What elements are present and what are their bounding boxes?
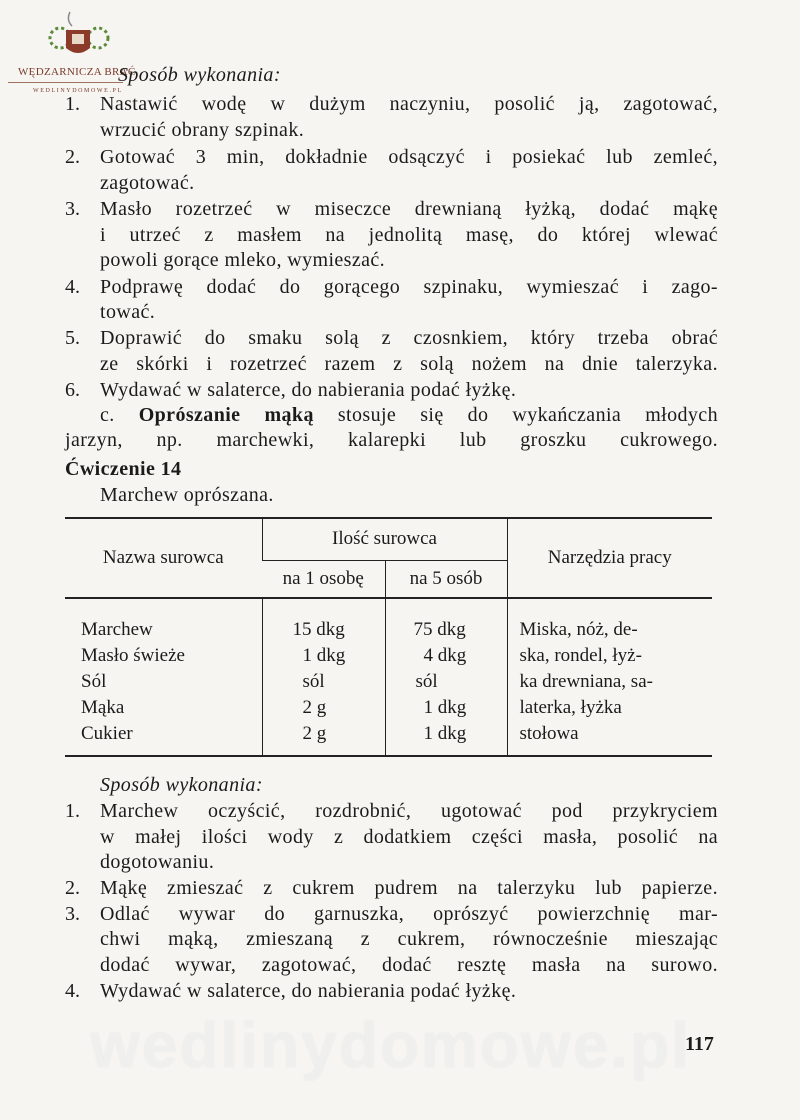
step-number: 1.	[65, 93, 80, 115]
tools-line: laterka, łyżka	[519, 697, 622, 718]
page-number: 117	[685, 1033, 714, 1055]
tools-line: ka drewniana, sa-	[519, 671, 653, 692]
logo-rule	[8, 82, 123, 83]
step-line: w małej ilości wody z dodatkiem części masła, posolić na	[100, 826, 718, 848]
step-number: 5.	[65, 327, 80, 349]
tools-line: Miska, nóż, de-	[519, 619, 638, 640]
logo-subtitle: WEDLINYDOMOWE.PL	[33, 88, 123, 94]
step-line: Masło rozetrzeć w miseczce drewnianą łyżką, dodać mąkę	[100, 198, 718, 220]
step-number: 1.	[65, 800, 80, 822]
paragraph-c-line2: jarzyn, np. marchewki, kalarepki lub groszku cukrowego.	[65, 429, 718, 451]
header-name: Nazwa surowca	[65, 518, 262, 598]
qty-1: 2 g	[302, 697, 327, 718]
qty5-column	[385, 598, 507, 756]
tools-line: ska, rondel, łyż-	[519, 645, 642, 666]
step-line: zagotować.	[100, 172, 195, 194]
step-number: 6.	[65, 379, 80, 401]
ingredient-name: Cukier	[81, 723, 133, 744]
section1-heading: Sposób wykonania:	[118, 64, 281, 86]
step-number: 2.	[65, 877, 80, 899]
paragraph-c-text: stosuje się do wykańczania młodych	[337, 404, 718, 426]
ingredient-name: Masło świeże	[81, 645, 185, 666]
ingredient-name: Marchew	[81, 619, 153, 640]
qty-1: 1 dkg	[302, 645, 346, 666]
step-number: 4.	[65, 980, 80, 1002]
step-line: Mąkę zmieszać z cukrem pudrem na talerzyku lub papierze.	[100, 877, 718, 899]
step-number: 3.	[65, 198, 80, 220]
qty-1: 15 dkg	[292, 619, 345, 640]
ingredients-table	[65, 517, 712, 757]
watermark: wedlinydomowe.pl	[90, 1009, 691, 1081]
logo-brand: WĘDZARNICZA BRAĆ	[18, 66, 136, 78]
ingredient-name: Mąka	[81, 697, 125, 718]
step-number: 4.	[65, 276, 80, 298]
qty-5: 4 dkg	[423, 645, 467, 666]
step-line: Gotować 3 min, dokładnie odsączyć i posiekać lub zemleć,	[100, 146, 718, 168]
step-line: tować.	[100, 301, 156, 323]
step-line: chwi mąką, zmieszaną z cukrem, równocześnie mieszając	[100, 928, 718, 950]
tools-column	[507, 598, 712, 756]
step-line: powoli gorące mleko, wymieszać.	[100, 249, 386, 271]
step-line: ze skórki i rozetrzeć razem z solą nożem na dnie talerzyka.	[100, 353, 718, 375]
step-number: 3.	[65, 903, 80, 925]
smokehouse-logo-icon	[8, 8, 118, 68]
header-tools: Narzędzia pracy	[507, 518, 712, 598]
exercise-title: Ćwiczenie 14	[65, 458, 182, 480]
step-line: Wydawać w salaterce, do nabierania podać łyżkę.	[100, 379, 517, 401]
step-line: Marchew oczyścić, rozdrobnić, ugotować pod przykryciem	[100, 800, 718, 822]
ingredient-name: Sól	[81, 671, 107, 692]
header-qty: Ilość surowca	[262, 518, 507, 560]
header-qty-1: na 1 osobę	[282, 567, 364, 589]
step-line: wrzucić obrany szpinak.	[100, 119, 305, 141]
qty-5: sól	[415, 671, 438, 692]
header-qty-5: na 5 osób	[385, 560, 507, 598]
paragraph-c	[100, 403, 718, 427]
paragraph-c-prefix: c.	[100, 404, 115, 426]
qty-5: 1 dkg	[423, 697, 467, 718]
qty1-column	[262, 598, 385, 756]
logo	[8, 8, 136, 98]
step-line: Podprawę dodać do gorącego szpinaku, wymieszać i zago-	[100, 276, 718, 298]
step-line: i utrzeć z masłem na jednolitą masę, do której wlewać	[100, 224, 718, 246]
qty-5: 75 dkg	[413, 619, 466, 640]
qty-1: 2 g	[302, 723, 327, 744]
step-line: Doprawić do smaku solą z czosnkiem, który trzeba obrać	[100, 327, 718, 349]
step-line: Odlać wywar do garnuszka, oprószyć powierzchnię mar-	[100, 903, 718, 925]
step-line: Wydawać w salaterce, do nabierania podać łyżkę.	[100, 980, 517, 1002]
step-line: dogotowaniu.	[100, 851, 215, 873]
exercise-subtitle: Marchew oprószana.	[100, 484, 274, 506]
section2-heading: Sposób wykonania:	[100, 774, 263, 796]
tools-line: stołowa	[519, 723, 579, 744]
step-number: 2.	[65, 146, 80, 168]
qty-1: sól	[302, 671, 325, 692]
step-line: Nastawić wodę w dużym naczyniu, posolić ją, zagotować,	[100, 93, 718, 115]
paragraph-c-bold: Oprószanie mąką	[138, 404, 314, 426]
names-column	[65, 598, 262, 756]
qty-5: 1 dkg	[423, 723, 467, 744]
step-line: dodać wywar, zagotować, dodać resztę masła na surowo.	[100, 954, 718, 976]
